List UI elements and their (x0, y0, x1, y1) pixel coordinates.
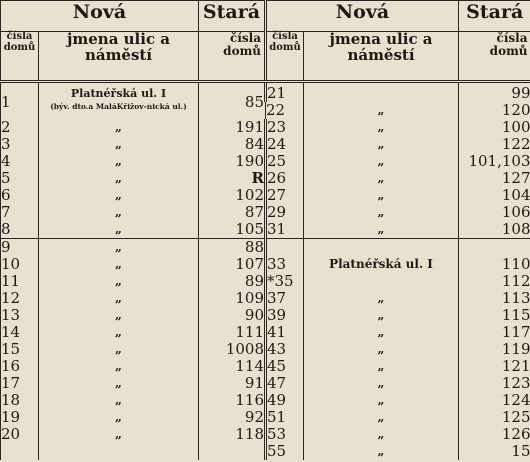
right-new-number: 51 (266, 409, 304, 426)
right-street-ditto: „ (304, 443, 459, 460)
right-old-number: 112 (459, 273, 530, 290)
right-street-ditto (304, 273, 459, 290)
right-street-ditto: „ (304, 153, 459, 170)
right-old-number: 119 (459, 341, 530, 358)
right-street-ditto: „ (304, 426, 459, 443)
right-street-ditto: „ (304, 170, 459, 187)
right-old-number: 120 (459, 102, 530, 119)
left-street-ditto: „ (39, 221, 199, 239)
right-street-ditto: „ (304, 341, 459, 358)
right-old-number: 108 (459, 221, 530, 239)
left-street-ditto: „ (39, 307, 199, 324)
left-street-ditto: „ (39, 153, 199, 170)
header-new-right: Nová (266, 1, 459, 32)
right-old-number: 115 (459, 307, 530, 324)
left-new-number: 16 (1, 358, 39, 375)
left-old-number: 107 (199, 256, 266, 273)
left-street-ditto: „ (39, 273, 199, 290)
right-new-number: *35 (266, 273, 304, 290)
left-old-number: 89 (199, 273, 266, 290)
right-new-number: 39 (266, 307, 304, 324)
left-old-number: 118 (199, 426, 266, 443)
left-empty-cell (1, 443, 39, 460)
right-old-number: 126 (459, 426, 530, 443)
right-new-number: 33 (266, 239, 304, 274)
left-street-ditto: „ (39, 324, 199, 341)
left-street-ditto: „ (39, 204, 199, 221)
right-old-number: 121 (459, 358, 530, 375)
left-street-ditto: „ (39, 409, 199, 426)
right-new-number: 26 (266, 170, 304, 187)
right-old-number: 124 (459, 392, 530, 409)
right-street-ditto: „ (304, 102, 459, 119)
right-old-number: 15 (459, 443, 530, 460)
right-street-ditto: „ (304, 358, 459, 375)
left-new-number: 1 (1, 82, 39, 120)
right-new-number: 23 (266, 119, 304, 136)
left-street-ditto: „ (39, 187, 199, 204)
left-old-number: 88 (199, 239, 266, 257)
right-street-ditto: „ (304, 375, 459, 392)
right-old-number: 127 (459, 170, 530, 187)
left-old-number: 87 (199, 204, 266, 221)
right-old-number: 106 (459, 204, 530, 221)
right-new-number: 41 (266, 324, 304, 341)
left-street-ditto: „ (39, 375, 199, 392)
right-new-number: 25 (266, 153, 304, 170)
left-new-number: 2 (1, 119, 39, 136)
header-old-left: Stará (199, 1, 266, 32)
right-new-number: 49 (266, 392, 304, 409)
right-street-ditto: „ (304, 290, 459, 307)
right-street-ditto: „ (304, 324, 459, 341)
right-street-ditto: „ (304, 392, 459, 409)
right-old-number: 101,103 (459, 153, 530, 170)
right-new-number: 29 (266, 204, 304, 221)
left-new-number: 5 (1, 170, 39, 187)
right-old-number: 122 (459, 136, 530, 153)
right-street-ditto: „ (304, 409, 459, 426)
left-old-number: 85 (199, 82, 266, 120)
left-old-number: R (199, 170, 266, 187)
right-street-ditto: „ (304, 307, 459, 324)
right-new-number: 43 (266, 341, 304, 358)
left-new-number: 9 (1, 239, 39, 257)
left-new-number: 6 (1, 187, 39, 204)
right-street-ditto: „ (304, 221, 459, 239)
left-new-number: 13 (1, 307, 39, 324)
left-street-ditto: „ (39, 358, 199, 375)
subheader-street-right: jmena ulic a náměstí (304, 32, 459, 82)
left-street-ditto: „ (39, 170, 199, 187)
right-new-number: 37 (266, 290, 304, 307)
right-old-number: 123 (459, 375, 530, 392)
left-old-number: 109 (199, 290, 266, 307)
left-new-number: 11 (1, 273, 39, 290)
left-street-ditto: „ (39, 256, 199, 273)
left-old-number: 91 (199, 375, 266, 392)
left-old-number: 105 (199, 221, 266, 239)
subheader-number-new-right: čísla domů (266, 32, 304, 82)
left-new-number: 4 (1, 153, 39, 170)
right-new-number: 31 (266, 221, 304, 239)
left-new-number: 12 (1, 290, 39, 307)
right-old-number: 100 (459, 119, 530, 136)
header-new-left: Nová (1, 1, 199, 32)
right-old-number: 113 (459, 290, 530, 307)
right-new-number: 45 (266, 358, 304, 375)
left-old-number: 1008 (199, 341, 266, 358)
left-street-name: Platnéřská ul. I (70, 87, 167, 100)
left-old-number: 114 (199, 358, 266, 375)
left-street-ditto: „ (39, 426, 199, 443)
right-new-number: 27 (266, 187, 304, 204)
right-old-number: 125 (459, 409, 530, 426)
left-old-number: 90 (199, 307, 266, 324)
left-street-cell (39, 82, 199, 120)
right-street-ditto: „ (304, 187, 459, 204)
left-old-number: 102 (199, 187, 266, 204)
header-old-right: Stará (459, 1, 530, 32)
left-old-number: 191 (199, 119, 266, 136)
right-old-number: 99 (459, 82, 530, 103)
left-old-number: 92 (199, 409, 266, 426)
left-old-number: 84 (199, 136, 266, 153)
right-new-number: 55 (266, 443, 304, 460)
right-new-number: 53 (266, 426, 304, 443)
left-new-number: 7 (1, 204, 39, 221)
subheader-number-old-right: čísla domů (459, 32, 530, 82)
right-old-number: 117 (459, 324, 530, 341)
left-street-ditto: „ (39, 392, 199, 409)
right-street-ditto (304, 82, 459, 103)
left-new-number: 8 (1, 221, 39, 239)
subheader-street-left: jmena ulic a náměstí (39, 32, 199, 82)
left-new-number: 3 (1, 136, 39, 153)
left-street-ditto: „ (39, 290, 199, 307)
left-empty-cell (39, 443, 199, 460)
right-street-ditto: „ (304, 119, 459, 136)
right-new-number: 24 (266, 136, 304, 153)
left-new-number: 17 (1, 375, 39, 392)
left-old-number: 116 (199, 392, 266, 409)
left-empty-cell (199, 443, 266, 460)
left-new-number: 14 (1, 324, 39, 341)
left-new-number: 20 (1, 426, 39, 443)
left-old-number: 190 (199, 153, 266, 170)
left-street-note: (býv. dto.a MaláKřižov-nická ul.) (50, 102, 187, 111)
left-street-ditto: „ (39, 341, 199, 358)
right-new-number: 21 (266, 82, 304, 103)
right-street-name: Platnéřská ul. I (304, 239, 459, 274)
right-new-number: 47 (266, 375, 304, 392)
right-old-number: 110 (459, 239, 530, 274)
subheader-number-old-left: čísla domů (199, 32, 266, 82)
left-street-ditto: „ (39, 239, 199, 257)
right-old-number: 104 (459, 187, 530, 204)
right-street-ditto: „ (304, 136, 459, 153)
left-new-number: 18 (1, 392, 39, 409)
left-street-ditto: „ (39, 136, 199, 153)
right-street-ditto: „ (304, 204, 459, 221)
left-new-number: 15 (1, 341, 39, 358)
subheader-number-new-left: čísla domů (1, 32, 39, 82)
right-new-number: 22 (266, 102, 304, 119)
left-street-ditto: „ (39, 119, 199, 136)
left-new-number: 19 (1, 409, 39, 426)
left-old-number: 111 (199, 324, 266, 341)
left-new-number: 10 (1, 256, 39, 273)
